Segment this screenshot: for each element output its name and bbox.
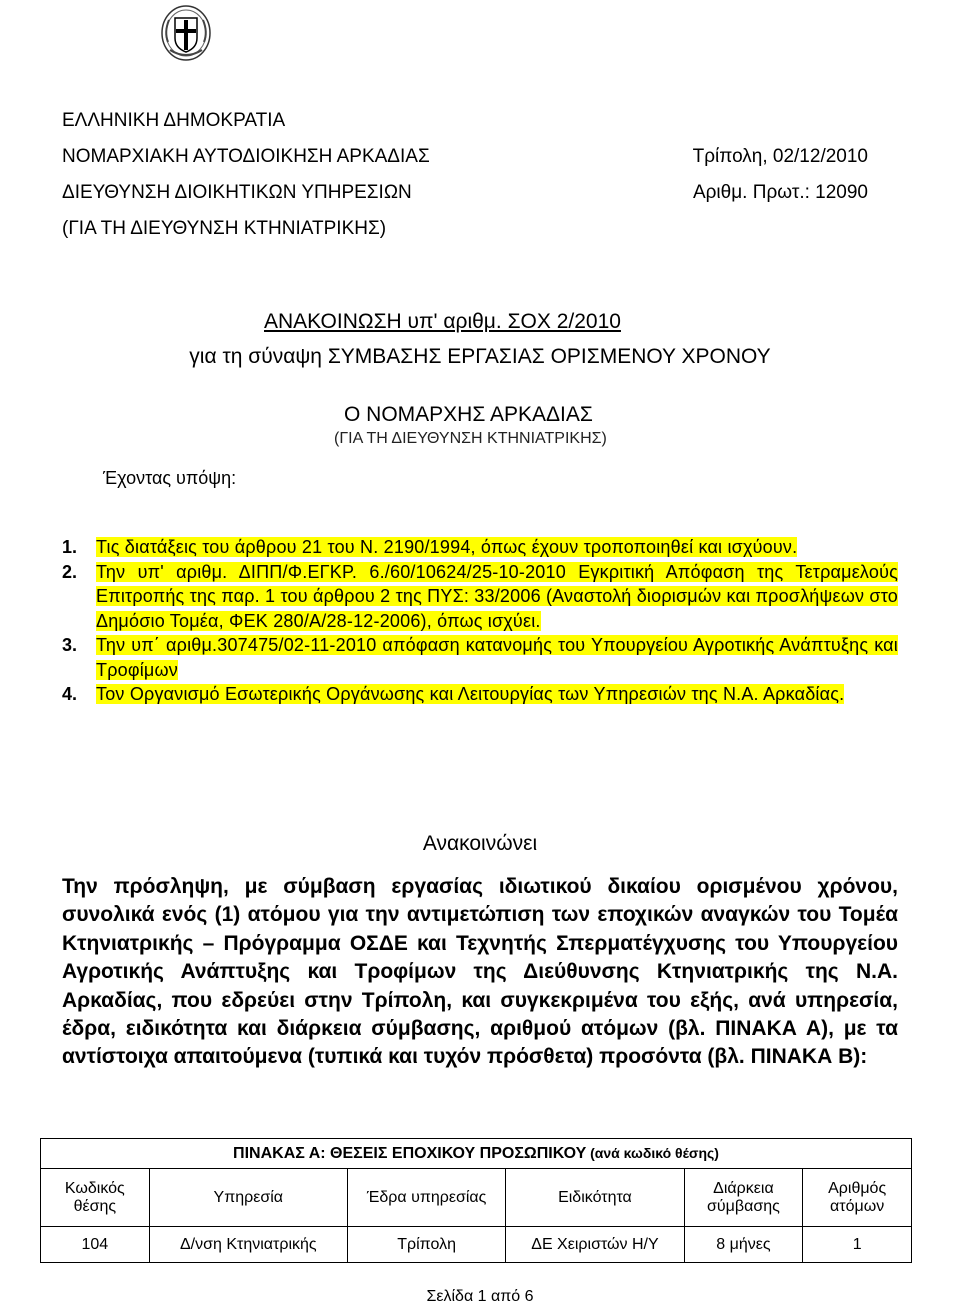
announcement-title: ΑΝΑΚΟΙΝΩΣΗ υπ' αριθμ. ΣΟΧ 2/2010 xyxy=(264,310,621,333)
list-text: Τον Οργανισμό Εσωτερικής Οργάνωσης και Λειτουργίας των Υπηρεσιών της Ν.Α. Αρκαδίας. xyxy=(96,684,845,704)
table-cell: ΔΕ Χειριστών Η/Υ xyxy=(506,1227,684,1263)
table-cell: Δ/νση Κτηνιατρικής xyxy=(149,1227,347,1263)
table-cell: 8 μήνες xyxy=(684,1227,803,1263)
table-cell: 104 xyxy=(41,1227,150,1263)
header-cell: Ειδικότητα xyxy=(506,1169,684,1227)
considering-label: Έχοντας υπόψη: xyxy=(103,468,237,488)
header-date: Τρίπολη, 02/12/2010 xyxy=(692,146,868,167)
header-cell: Κωδικός θέσης xyxy=(41,1169,150,1227)
list-number: 2. xyxy=(62,561,78,582)
list-text: Την υπ' αριθμ. ΔΙΠΠ/Φ.ΕΓΚΡ. 6./60/10624/25-10-2010 Εγκριτική Απόφαση της Τετραμελούς Επιτροπής της παρ. 1 του άρθρου 2 της ΠΥΣ: 33/2006 (Αναστολή διορισμών και προσλήψεων στο Δημόσιο Τομέα, ΦΕΚ 280/Α/28-12-2006), όπως ισχύει. xyxy=(96,561,898,631)
authority-title: Ο ΝΟΜΑΡΧΗΣ ΑΡΚΑΔΙΑΣ xyxy=(344,403,593,426)
body-paragraph: Την πρόσληψη, με σύμβαση εργασίας ιδιωτικού δικαίου ορισμένου χρόνου, συνολικά ενός (1) ατόμου για την αντιμετώπιση των εποχικών αναγκών του Τομέα Κτηνιατρικής – Πρόγραμμα ΟΣΔΕ και Τεχνητής Σπερματέγχυσης του Υπουργείου Αγροτικής Ανάπτυξης και Τροφίμων της Διεύθυνσης Κτηνιατρικής της Ν.Α. Αρκαδίας, που εδρεύει στην Τρίπολη, και συγκεκριμένα του εξής, ανά υπηρεσία, έδρα, ειδικότητα και διάρκεια σύμβασης, αριθμού ατόμων (βλ. ΠΙΝΑΚΑ Α), με τα αντίστοιχα απαιτούμενα (τυπικά και τυχόν πρόσθετα) προσόντα (βλ. ΠΙΝΑΚΑ Β): xyxy=(62,875,898,1069)
header-line-1: ΕΛΛΗΝΙΚΗ ΔΗΜΟΚΡΑΤΙΑ xyxy=(62,110,286,131)
list-item xyxy=(62,682,898,707)
table-title: ΠΙΝΑΚΑΣ Α: ΘΕΣΕΙΣ ΕΠΟΧΙΚΟΥ ΠΡΟΣΩΠΙΚΟΥ (ανά κωδικό θέσης) xyxy=(41,1139,912,1169)
authority-subtitle: (ΓΙΑ ΤΗ ΔΙΕΥΘΥΝΣΗ ΚΤΗΝΙΑΤΡΙΚΗΣ) xyxy=(334,430,607,447)
list-number: 4. xyxy=(62,684,78,704)
table-row xyxy=(41,1227,912,1263)
considerations-list xyxy=(62,535,898,707)
list-item xyxy=(62,560,898,634)
header-line-3: ΔΙΕΥΘΥΝΣΗ ΔΙΟΙΚΗΤΙΚΩΝ ΥΠΗΡΕΣΙΩΝ xyxy=(62,182,412,203)
positions-table xyxy=(40,1138,912,1263)
announcement-subtitle: για τη σύναψη ΣΥΜΒΑΣΗΣ ΕΡΓΑΣΙΑΣ ΟΡΙΣΜΕΝΟΥ ΧΡΟΝΟΥ xyxy=(189,345,771,368)
header-protocol: Αριθμ. Πρωτ.: 12090 xyxy=(692,182,868,203)
header-cell: Έδρα υπηρεσίας xyxy=(347,1169,505,1227)
header-cell: Διάρκεια σύμβασης xyxy=(684,1169,803,1227)
page-footer: Σελίδα 1 από 6 xyxy=(426,1288,534,1305)
header-cell: Υπηρεσία xyxy=(149,1169,347,1227)
table-cell: 1 xyxy=(803,1227,912,1263)
list-item xyxy=(62,633,898,682)
list-number: 3. xyxy=(62,635,78,655)
announces-heading: Ανακοινώνει xyxy=(422,832,538,855)
table-cell: Τρίπολη xyxy=(347,1227,505,1263)
list-text: Τις διατάξεις του άρθρου 21 του Ν. 2190/1994, όπως έχουν τροποποιηθεί και ισχύουν. xyxy=(96,537,798,557)
list-number: 1. xyxy=(62,537,78,557)
header-line-2: ΝΟΜΑΡΧΙΑΚΗ ΑΥΤΟΔΙΟΙΚΗΣΗ ΑΡΚΑΔΙΑΣ xyxy=(62,146,430,167)
list-text: Την υπ΄ αριθμ.307475/02-11-2010 απόφαση κατανομής του Υπουργείου Αγροτικής Ανάπτυξης και Τροφίμων xyxy=(96,635,898,680)
header-line-4: (ΓΙΑ ΤΗ ΔΙΕΥΘΥΝΣΗ ΚΤΗΝΙΑΤΡΙΚΗΣ) xyxy=(62,218,387,239)
list-item xyxy=(62,535,898,560)
greek-emblem-icon xyxy=(160,2,212,62)
header-cell: Αριθμός ατόμων xyxy=(803,1169,912,1227)
